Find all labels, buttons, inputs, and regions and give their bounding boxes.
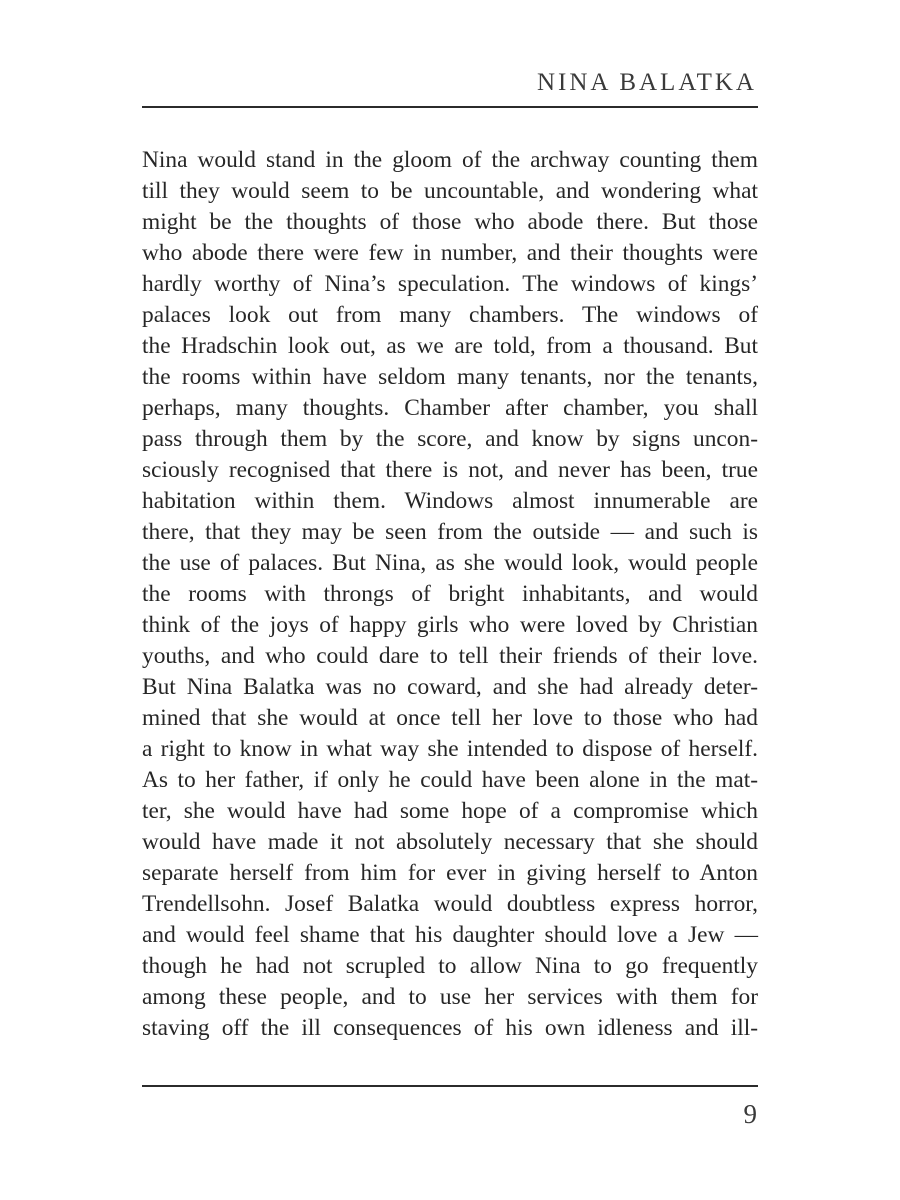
text-line: Nina would stand in the gloom of the archway counting them	[142, 147, 758, 173]
text-line: habitation within them. Windows almost innumerable are	[142, 488, 758, 514]
text-line: pass through them by the score, and know by signs uncon-	[142, 426, 758, 452]
text-line: But Nina Balatka was no coward, and she had already deter-	[142, 674, 758, 700]
text-line: palaces look out from many chambers. The windows of	[142, 302, 758, 328]
footer-rule	[142, 1085, 758, 1087]
text-line: Trendellsohn. Josef Balatka would doubtless express horror,	[142, 891, 758, 917]
text-line: mined that she would at once tell her love to those who had	[142, 705, 758, 731]
text-line: who abode there were few in number, and their thoughts were	[142, 240, 758, 266]
text-line: though he had not scrupled to allow Nina to go frequently	[142, 953, 758, 979]
text-line: perhaps, many thoughts. Chamber after chamber, you shall	[142, 395, 758, 421]
text-line: hardly worthy of Nina’s speculation. The windows of kings’	[142, 271, 758, 297]
text-line: till they would seem to be uncountable, and wondering what	[142, 178, 758, 204]
body-text	[142, 145, 758, 1044]
text-line: ter, she would have had some hope of a compromise which	[142, 798, 758, 824]
page-number: 9	[743, 1099, 757, 1129]
text-line: and would feel shame that his daughter should love a Jew —	[142, 922, 758, 948]
text-line: among these people, and to use her services with them for	[142, 984, 758, 1010]
text-line: As to her father, if only he could have been alone in the mat-	[142, 767, 758, 793]
text-line: the rooms within have seldom many tenants, nor the tenants,	[142, 364, 758, 390]
text-line: youths, and who could dare to tell their friends of their love.	[142, 643, 758, 669]
text-line: separate herself from him for ever in giving herself to Anton	[142, 860, 758, 886]
text-line: a right to know in what way she intended to dispose of herself.	[142, 736, 758, 762]
header-rule	[142, 106, 758, 108]
text-line: there, that they may be seen from the outside — and such is	[142, 519, 758, 545]
text-line: would have made it not absolutely necessary that she should	[142, 829, 758, 855]
text-line: think of the joys of happy girls who were loved by Christian	[142, 612, 758, 638]
text-line: the use of palaces. But Nina, as she would look, would people	[142, 550, 758, 576]
text-line: the Hradschin look out, as we are told, from a thousand. But	[142, 333, 758, 359]
text-line: staving off the ill consequences of his own idleness and ill-	[142, 1015, 758, 1041]
text-line: sciously recognised that there is not, and never has been, true	[142, 457, 758, 483]
running-head-title: NINA BALATKA	[536, 69, 757, 96]
text-line: the rooms with throngs of bright inhabitants, and would	[142, 581, 758, 607]
text-line: might be the thoughts of those who abode there. But those	[142, 209, 758, 235]
